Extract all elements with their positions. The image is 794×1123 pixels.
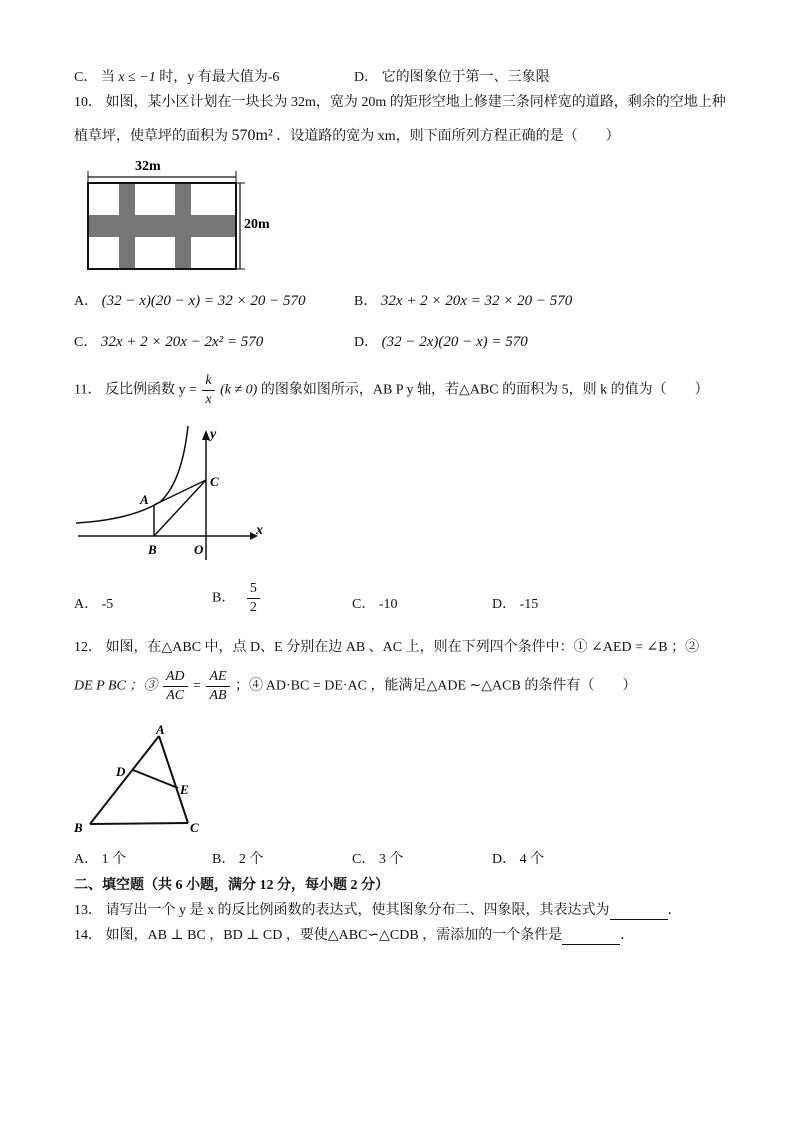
q10-field-figure	[80, 155, 280, 275]
q13-stem: 13． 请写出一个 y 是 x 的反比例函数的表达式，使其图象分布二、四象限，其表达式为 ．	[74, 903, 682, 918]
svg-text:B: B	[74, 820, 83, 835]
svg-text:E: E	[180, 782, 189, 797]
svg-text:y: y	[210, 427, 217, 442]
q11-option-c: C． -10	[352, 597, 398, 612]
q10-width-label: 32m	[135, 159, 161, 174]
svg-text:x: x	[256, 523, 263, 538]
q11-graph-figure	[70, 422, 270, 562]
svg-text:C: C	[190, 820, 199, 835]
q11-option-b-fraction: $\frac{5}{2}$	[247, 580, 260, 617]
q12-stem-line2: DE P BC ；③ $\frac{AD}{AC}$ = $\frac{AE}{AB}$ ；④ AD·BC = DE·AC ，能满足△ADE ∼△ACB 的条件有（ ）	[74, 669, 637, 703]
q12-option-b: B． 2 个	[212, 852, 264, 867]
q12-fraction-ad-ac: $\frac{AD}{AC}$	[163, 668, 188, 705]
section-heading: 二、填空题（共 6 小题，满分 12 分，每小题 2 分）	[74, 878, 389, 893]
svg-text:B: B	[148, 542, 157, 557]
q12-option-c: C． 3 个	[352, 852, 404, 867]
svg-text:C: C	[210, 474, 219, 489]
q12-option-a: A． 1 个	[74, 852, 127, 867]
q10-option-a: A． (32 − x)(20 − x) = 32 × 20 − 570	[74, 293, 306, 309]
q13-answer-blank[interactable]	[610, 903, 668, 920]
q12-triangle-figure	[70, 722, 220, 840]
q12-fraction-ae-ab: $\frac{AE}{AB}$	[206, 668, 229, 705]
svg-text:A: A	[140, 492, 149, 507]
svg-text:O: O	[194, 542, 204, 557]
q14-answer-blank[interactable]	[562, 928, 620, 945]
q12-stem-line1: 12． 如图，在△ABC 中，点 D、E 分别在边 AB 、AC 上，则在下列四个条件中：① ∠AED = ∠B ；②	[74, 640, 700, 655]
q9-option-d: D． 它的图象位于第一、三象限	[354, 70, 550, 85]
svg-text:D: D	[116, 764, 126, 779]
q10-option-c: C． 32x + 2 × 20x − 2x² = 570	[74, 334, 264, 350]
q10-stem-line2: 植草坪，使草坪的面积为 570m² ．设道路的宽为 xm，则下面所列方程正确的是（ ）	[74, 127, 620, 144]
svg-text:A: A	[156, 722, 165, 737]
q11-option-d: D． -15	[492, 597, 539, 612]
q11-stem: 11． 反比例函数 y = $\frac{k}{x}$ (k ≠ 0) 的图象如图所示，AB P y 轴，若△ABC 的面积为 5，则 k 的值为（ ）	[74, 373, 709, 407]
q12-option-d: D． 4 个	[492, 852, 545, 867]
q14-stem: 14． 如图，AB ⊥ BC ，BD ⊥ CD ，要使△ABC∽△CDB ，需添加的一个条件是 ．	[74, 928, 635, 943]
q10-option-b: B． 32x + 2 × 20x = 32 × 20 − 570	[354, 293, 573, 309]
q10-stem-line1: 10． 如图，某小区计划在一块长为 32m，宽为 20m 的矩形空地上修建三条同样宽的道路，剩余的空地上种	[74, 95, 726, 110]
q10-height-label: 20m	[244, 217, 270, 232]
q9-option-c: C． 当 x ≤ −1 时，y 有最大值为-6	[74, 70, 280, 85]
q11-option-b: B． $\frac{5}{2}$	[212, 580, 262, 617]
q11-fraction: $\frac{k}{x}$	[202, 372, 214, 409]
q10-option-d: D． (32 − 2x)(20 − x) = 570	[354, 334, 528, 350]
q11-option-a: A． -5	[74, 597, 114, 612]
